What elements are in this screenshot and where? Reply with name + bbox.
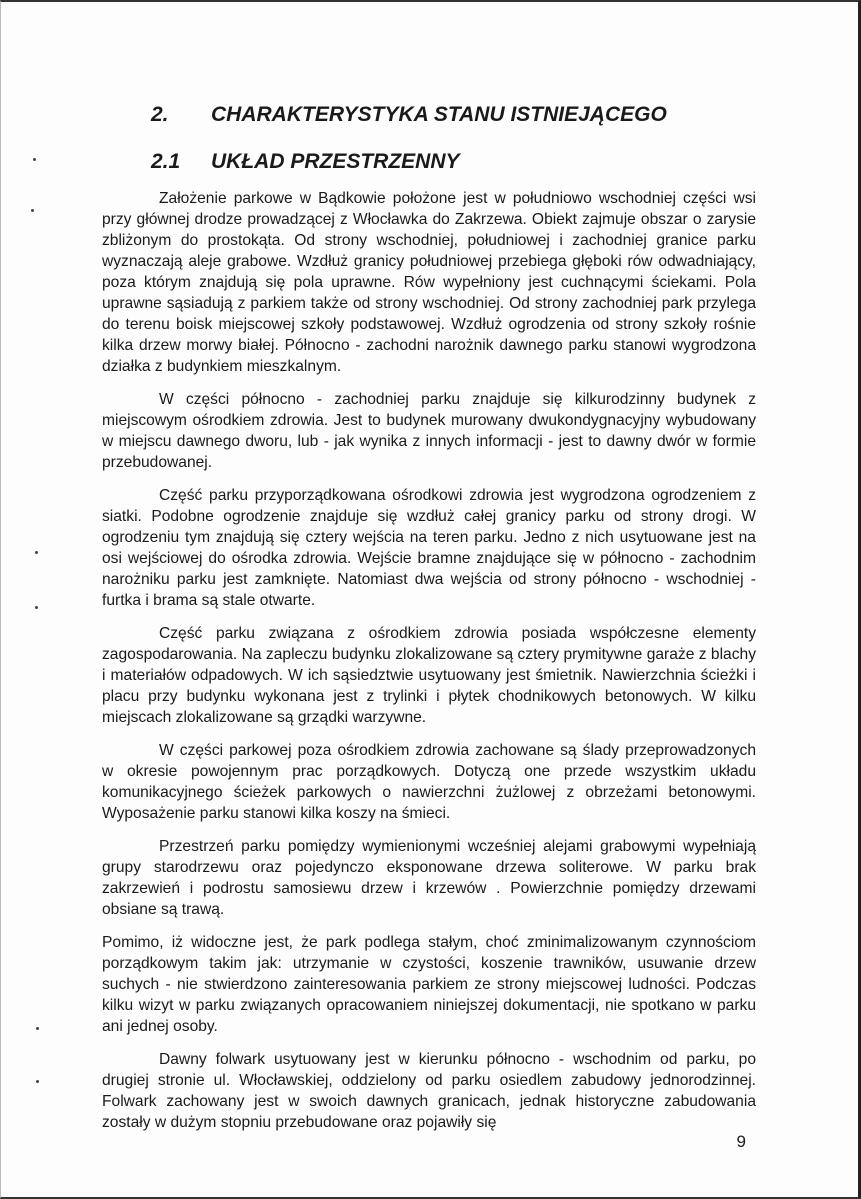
section-heading <box>151 103 667 127</box>
page-number: 9 <box>736 1132 746 1151</box>
paragraph: Część parku przyporządkowana ośrodkowi zdrowia jest wygrodzona ogrodzeniem z siatki. Podobne ogrodzenie znajduje się wzdłuż całej granicy parku od strony drogi. W ogrodzeniu tym znajdują się cztery wejścia na teren parku. Jedno z nich usytuowane jest na osi wejściowej do ośrodka zdrowia. Wejście bramne znajdujące się w północno - zachodnim narożniku parku jest zamknięte. Natomiast dwa wejścia od strony północno - wschodniej - furtka i brama są stale otwarte. <box>102 487 756 609</box>
scan-dot <box>31 209 34 212</box>
body-text <box>102 188 756 1133</box>
section-title: CHARAKTERYSTYKA STANU ISTNIEJĄCEGO <box>211 103 667 126</box>
scan-dot <box>35 551 38 554</box>
paragraph: W części północno - zachodniej parku znajduje się kilkurodzinny budynek z miejscowym ośrodkiem zdrowia. Jest to budynek murowany dwukondygnacyjny wybudowany w miejscu dawnego dworu, lub - jak wynika z innych informacji - jest to dawny dwór w formie przebudowanej. <box>102 391 756 471</box>
paragraph: Pomimo, iż widoczne jest, że park podlega stałym, choć zminimalizowanym czynnościom porządkowym takim jak: utrzymanie w czystości, koszenie trawników, usuwanie drzew suchych - nie stwierdzono zainteresowania parkiem ze strony miejscowej ludności. Podczas kilku wizyt w parku związanych opracowaniem niniejszej dokumentacji, nie spotkano w parku ani jednej osoby. <box>102 934 756 1035</box>
paragraph: Założenie parkowe w Bądkowie położone jest w południowo wschodniej części wsi przy głównej drodze prowadzącej z Włocławka do Zakrzewa. Obiekt zajmuje obszar o zarysie zbliżonym do prostokąta. Od strony wschodniej, południowej i zachodniej granice parku wyznaczają aleje grabowe. Wzdłuż granicy południowej przebiega głęboki rów odwadniający, poza którym znajdują się pola uprawne. Rów wypełniony jest cuchnącymi ściekami. Pola uprawne sąsiadują z parkiem także od strony wschodniej. Od strony zachodniej park przylega do terenu boisk miejscowej szkoły podstawowej. Wzdłuż ogrodzenia od strony szkoły rośnie kilka drzew morwy białej. Północno - zachodni narożnik dawnego parku stanowi wygrodzona działka z budynkiem mieszkalnym. <box>102 190 756 375</box>
scan-dot <box>35 606 38 609</box>
paragraph: Część parku związana z ośrodkiem zdrowia posiada współczesne elementy zagospodarowania. Na zapleczu budynku zlokalizowane są cztery prymitywne garaże z blachy i materiałów odpadowych. W ich sąsiedztwie usytuowany jest śmietnik. Nawierzchnia ścieżki i placu przy budynku wykonana jest z trylinki i płytek chodnikowych betonowych. W kilku miejscach zlokalizowane są grządki warzywne. <box>102 625 756 726</box>
subsection-number: 2.1 <box>151 150 181 173</box>
section-number: 2. <box>151 103 169 126</box>
subsection-title: UKŁAD PRZESTRZENNY <box>211 150 460 173</box>
scan-dot <box>36 1080 39 1083</box>
paragraph: W części parkowej poza ośrodkiem zdrowia zachowane są ślady przeprowadzonych w okresie powojennym prac porządkowych. Dotyczą one przede wszystkim układu komunikacyjnego ścieżek parkowych o nawierzchni żużlowej z obrzeżami betonowymi. Wyposażenie parku stanowi kilka koszy na śmieci. <box>102 742 756 822</box>
paragraph: Przestrzeń parku pomiędzy wymienionymi wcześniej alejami grabowymi wypełniają grupy starodrzewu oraz pojedynczo eksponowane drzewa soliterowe. W parku brak zakrzewień i podrostu samosiewu drzew i krzewów . Powierzchnie pomiędzy drzewami obsiane są trawą. <box>102 838 756 918</box>
paragraph: Dawny folwark usytuowany jest w kierunku północno - wschodnim od parku, po drugiej stronie ul. Włocławskiej, oddzielony od parku osiedlem zabudowy jednorodzinnej. Folwark zachowany jest w swoich dawnych granicach, jednak historyczne zabudowania zostały w dużym stopniu przebudowane oraz pojawiły się <box>102 1051 756 1131</box>
scan-dot <box>36 1027 39 1030</box>
scan-dot <box>33 158 36 161</box>
subsection-heading <box>151 150 460 174</box>
